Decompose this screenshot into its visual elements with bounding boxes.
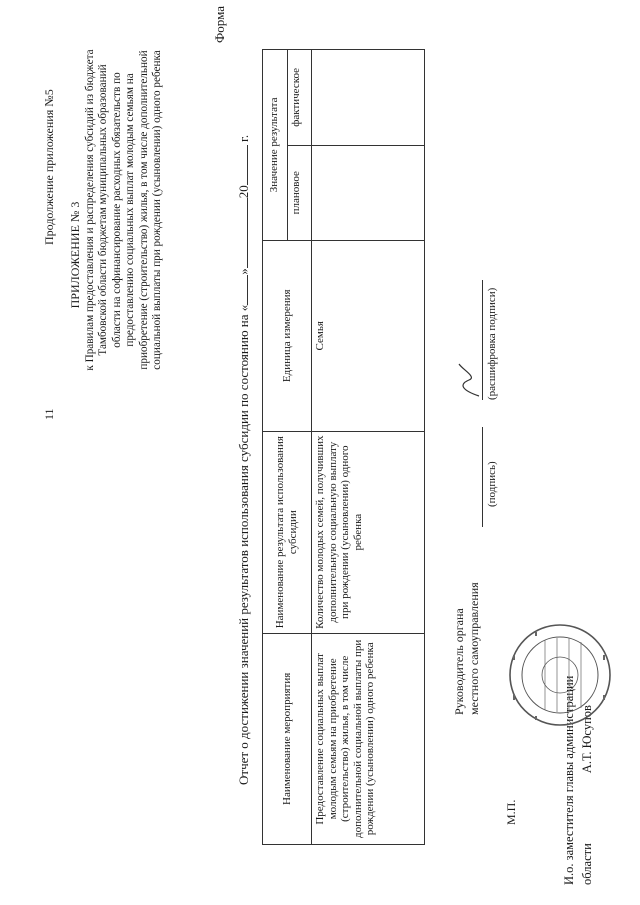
report-title-text: Отчет о достижении значений результатов использования субсидии по состоянию на «	[236, 304, 251, 785]
official-stamp-icon	[505, 620, 615, 730]
header-unit: Единица измерения	[263, 240, 312, 431]
cell-planned	[312, 145, 425, 240]
signature-caption: (подпись)	[486, 461, 498, 507]
header-planned: плановое	[287, 145, 312, 240]
header-result-value: Значение результата	[263, 50, 288, 241]
report-year-suffix: г.	[236, 134, 251, 142]
report-quote-close: »	[236, 268, 251, 275]
deputy-title-line2: областиА.Т. Юсупов	[580, 705, 594, 885]
table-row	[312, 50, 425, 845]
rules-reference: к Правилам предоставления и распределения субсидий из бюджета Тамбовской области бюджетам муниципальных образований области на софинансирование расходных обязательств по предоставлению социальных выплат молодым семьям на приобретение (строительство) жилья, в том числе дополнительной социальной выплаты при рождении (усыновлении) одного ребенка	[84, 49, 164, 371]
cell-event: Предоставление социальных выплат молодым семьям на приобретение (строительство) жилья, в том числе дополнительной социальной выплаты при рождении (усыновлении) одного ребенка	[312, 633, 425, 844]
appendix-title: ПРИЛОЖЕНИЕ № 3	[68, 201, 82, 309]
year-blank	[247, 145, 248, 185]
table-header-row	[263, 50, 288, 845]
signature-line	[482, 427, 483, 527]
header-result-name: Наименование результата использования субсидии	[263, 431, 312, 633]
head-signature-block	[452, 582, 482, 715]
cell-actual	[312, 50, 425, 146]
head-title-line1: Руководитель органа	[452, 608, 466, 715]
header-event: Наименование мероприятия	[263, 633, 312, 844]
header-actual: фактическое	[287, 50, 312, 146]
transcript-caption: (расшифровка подписи)	[486, 287, 498, 400]
form-label: Форма	[212, 6, 227, 43]
report-year-prefix: 20	[236, 185, 251, 199]
handwritten-signature-icon	[455, 360, 485, 400]
continuation-note: Продолжение приложения №5	[42, 89, 56, 245]
deputy-name: А.Т. Юсупов	[580, 705, 594, 774]
mp-label: М.П.	[504, 799, 518, 825]
month-blank	[247, 198, 248, 268]
head-title-line2: местного самоуправления	[467, 582, 481, 715]
report-title	[236, 25, 252, 785]
deputy-title-line1: И.о. заместителя главы администрации	[562, 675, 576, 885]
page-number: 11	[42, 408, 56, 420]
cell-unit: Семья	[312, 240, 425, 431]
day-blank	[247, 275, 248, 305]
cell-result-name: Количество молодых семей, получивших дополнительную социальную выплату при рождении (усыновлении) одного ребенка	[312, 431, 425, 633]
results-table	[262, 49, 425, 845]
